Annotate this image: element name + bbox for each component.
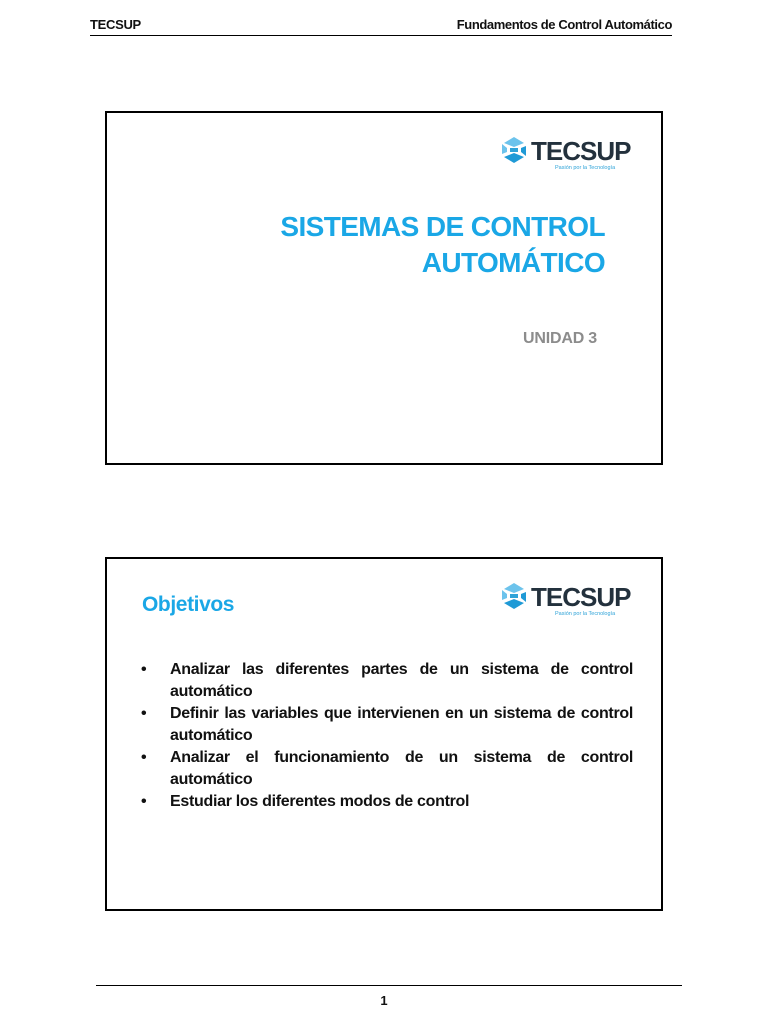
title-line-1: SISTEMAS DE CONTROL — [280, 211, 605, 242]
header-org: TECSUP — [90, 17, 141, 32]
list-item — [137, 659, 633, 703]
list-item — [137, 747, 633, 791]
bullet-icon: • — [141, 705, 147, 722]
logo-wordmark: TECSUP — [531, 582, 631, 612]
tecsup-logo — [499, 135, 631, 175]
tecsup-logo — [499, 581, 631, 621]
list-item-text: Analizar el funcionamiento de un sistema de control automático — [170, 749, 633, 788]
slide-title — [105, 111, 663, 465]
objectives-heading: Objetivos — [142, 593, 235, 616]
list-item-text: Estudiar los diferentes modos de control — [170, 793, 470, 810]
running-header — [90, 14, 672, 36]
page-number: 1 — [380, 993, 388, 1008]
bullet-icon: • — [141, 661, 147, 678]
logo-tagline: Pasión por la Tecnología — [555, 165, 616, 171]
header-course-title: Fundamentos de Control Automático — [456, 17, 672, 32]
bullet-icon: • — [141, 793, 147, 810]
bullet-icon: • — [141, 749, 147, 766]
tecsup-logo-icon — [499, 135, 529, 165]
tecsup-logo-icon — [499, 581, 529, 611]
slide-main-title — [280, 209, 605, 281]
list-item — [137, 791, 633, 813]
slide-objectives — [105, 557, 663, 911]
footer-divider — [96, 985, 682, 986]
list-item — [137, 703, 633, 747]
unit-label: UNIDAD 3 — [523, 330, 597, 347]
objectives-list — [137, 659, 633, 813]
list-item-text: Definir las variables que intervienen en un sistema de control automático — [170, 705, 633, 744]
logo-tagline: Pasión por la Tecnología — [555, 611, 616, 617]
logo-wordmark: TECSUP — [531, 136, 631, 166]
title-line-2: AUTOMÁTICO — [421, 247, 605, 278]
list-item-text: Analizar las diferentes partes de un sistema de control automático — [170, 661, 633, 700]
